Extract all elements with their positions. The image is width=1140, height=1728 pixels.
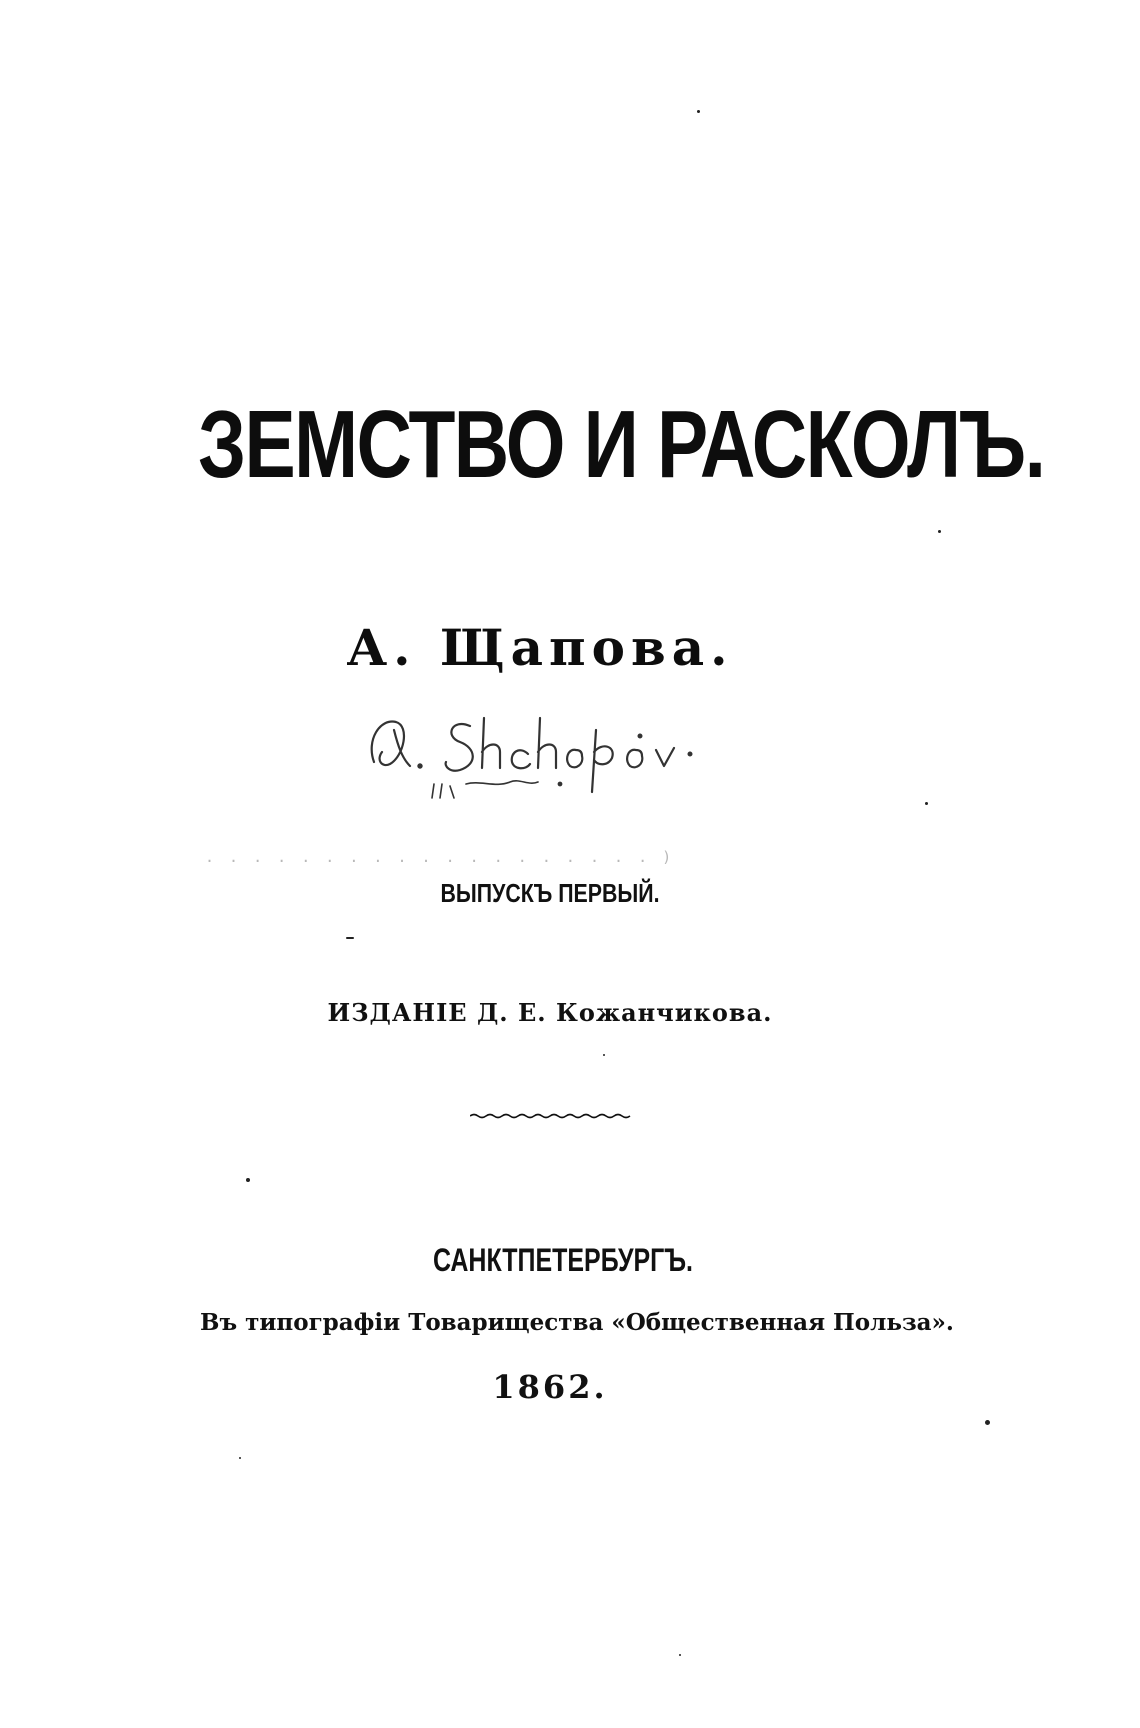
author-name: А. Щапова. <box>346 618 734 677</box>
paper-speck <box>239 1457 241 1459</box>
book-title: ЗЕМСТВО И РАСКОЛЪ. <box>198 391 1045 498</box>
city-name: САНКТПЕТЕРБУРГЪ. <box>433 1242 693 1278</box>
handwritten-signature <box>360 700 720 810</box>
paper-speck <box>603 1054 605 1056</box>
paper-speck <box>925 802 928 805</box>
paper-speck <box>246 1178 250 1182</box>
faint-stamp-text: . . . . . . . . . . . . . . . . . . . ) <box>205 848 675 866</box>
paper-speck <box>679 1654 681 1656</box>
paper-speck <box>938 530 941 533</box>
decorative-rule <box>470 1112 634 1120</box>
publication-year: 1862. <box>492 1368 608 1406</box>
paper-speck <box>985 1420 990 1425</box>
paper-speck <box>697 110 700 113</box>
publisher-line: ИЗДАНІЕ Д. Е. Кожанчикова. <box>327 998 773 1027</box>
issue-label: ВЫПУСКЪ ПЕРВЫЙ. <box>440 878 660 908</box>
printer-line: Въ типографіи Товарищества «Общественная Польза». <box>200 1309 954 1336</box>
paper-speck <box>346 937 354 939</box>
